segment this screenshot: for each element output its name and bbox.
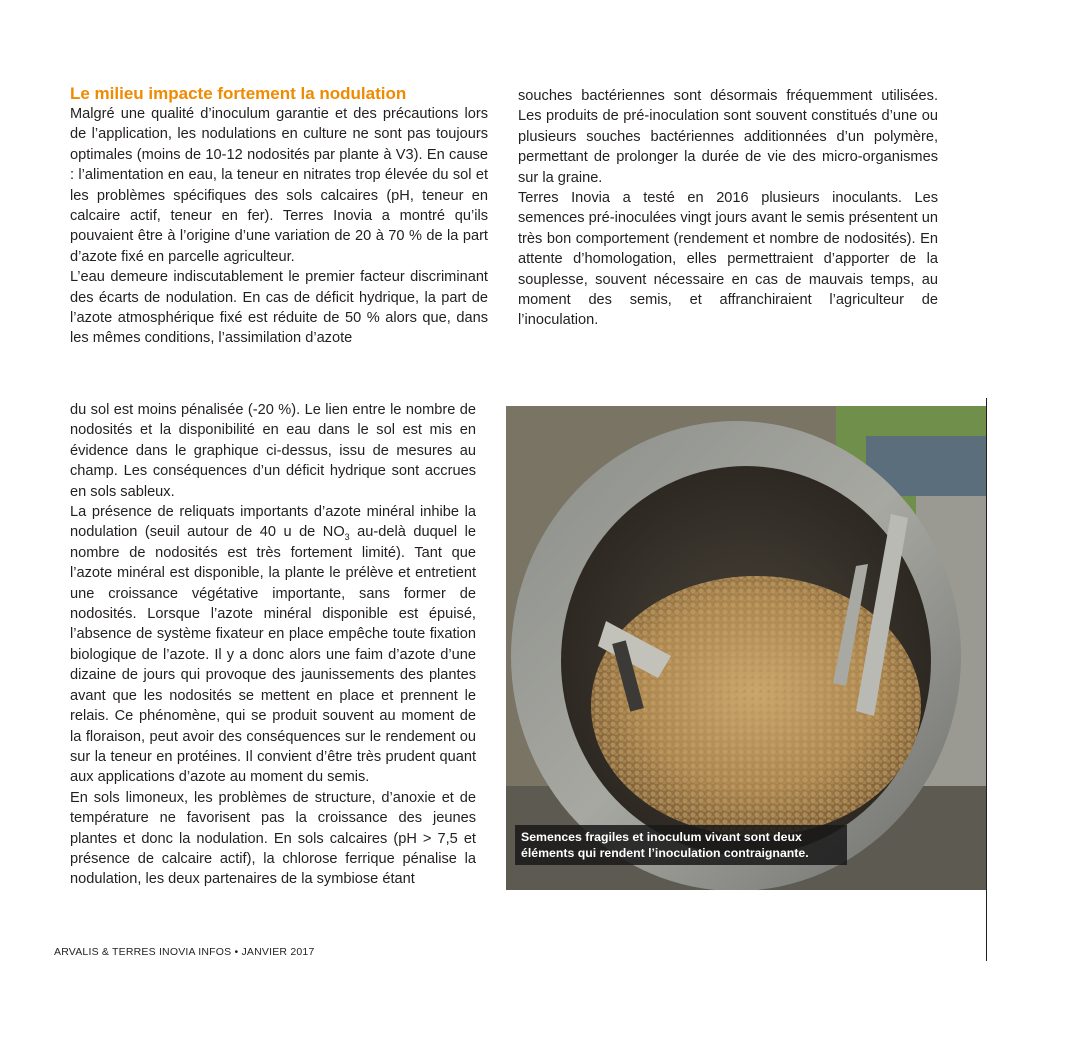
column-3 (70, 400, 476, 890)
photo-caption: Semences fragiles et inoculum vivant sont deux éléments qui rendent l’inoculation contraignante. (515, 825, 847, 865)
paragraph: du sol est moins pénalisée (-20 %). Le lien entre le nombre de nodosités et la disponibilité en eau dans le sol est mis en évidence dans le graphique ci-dessus, issu de mesures au champ. Les conséquences d’un déficit hydrique sont accrues en sols sableux. (70, 402, 476, 500)
column-1 (70, 84, 488, 349)
subscript: 3 (344, 532, 350, 543)
paragraph-text: au-delà duquel le nombre de nodosités est très fortement limité). Tant que l’azote minéral est disponible, la plante le prélève et entretient une croissance végétative importante, sans former de nodosités. Lorsque l’azote minéral disponible est épuisé, l’absence de système fixateur en place empêche toute fixation biologique de l’azote. Il y a donc alors une faim d’azote d’une dizaine de jours qui provoque des jaunissements des plantes avant que les nodosités se mettent en place et prennent le relais. Ce phénomène, qui se produit souvent au moment de la floraison, peut avoir des conséquences sur le rendement ou sur la teneur en protéines. Il convient d’être très prudent quant aux applications d’azote au moment du semis. (70, 524, 476, 786)
paragraph: souches bactériennes sont désormais fréquemment utilisées. Les produits de pré-inoculation sont souvent constitués d’une ou plusieurs souches bactériennes additionnées d’un polymère, permettant de prolonger la durée de vie des micro-organismes sur la graine. (518, 88, 938, 186)
photo-illustration (506, 406, 987, 890)
paragraph: En sols limoneux, les problèmes de structure, d’anoxie et de température ne favorisent pas la croissance des jeunes plantes et donc la nodulation. En sols calcaires (pH > 7,5 et présence de calcaire actif), la chlorose ferrique pénalise la nodulation, les deux partenaires de la symbiose étant (70, 789, 476, 888)
column-rule (986, 398, 987, 961)
paragraph: Terres Inovia a testé en 2016 plusieurs inoculants. Les semences pré-inoculées vingt jours avant le semis présentent un très bon comportement (rendement et nombre de nodosités). En attente d’homologation, elles permettraient d’apporter de la souplesse, souvent nécessaire en cas de mauvais temps, au moment des semis, et affranchiraient l’agriculteur de l’inoculation. (518, 190, 938, 329)
paragraph (70, 502, 476, 788)
page-footer: ARVALIS & TERRES INOVIA INFOS • JANVIER 2017 (54, 946, 315, 958)
paragraph: L’eau demeure indiscutablement le premier facteur discriminant des écarts de nodulation. En cas de déficit hydrique, la part de l’azote atmosphérique fixé est réduite de 50 % alors que, dans les mêmes conditions, l’assimilation d’azote (70, 269, 488, 347)
section-heading: Le milieu impacte fortement la nodulation (70, 84, 407, 103)
photo-credit: © N. Segura – Terres Inovia (481, 341, 490, 434)
paragraph-text: La présence de reliquats importants d’azote minéral inhibe la nodulation (seuil autour de 40 u de NO (70, 504, 476, 541)
column-2 (518, 86, 938, 331)
photo-inoculation-drum (506, 406, 987, 890)
paragraph: Malgré une qualité d’inoculum garantie et des précautions lors de l’application, les nodulations en culture ne sont pas toujours optimales (moins de 10-12 nodosités par plante à V3). En cause : l’alimentation en eau, la teneur en nitrates trop élevée du sol et les problèmes spécifiques des sols calcaires (pH, teneur en calcaire actif, teneur en fer). Terres Inovia a montré qu’ils pouvaient être à l’origine d’une variation de 20 à 70 % de la part d’azote fixé en parcelle agriculteur. (70, 106, 488, 265)
